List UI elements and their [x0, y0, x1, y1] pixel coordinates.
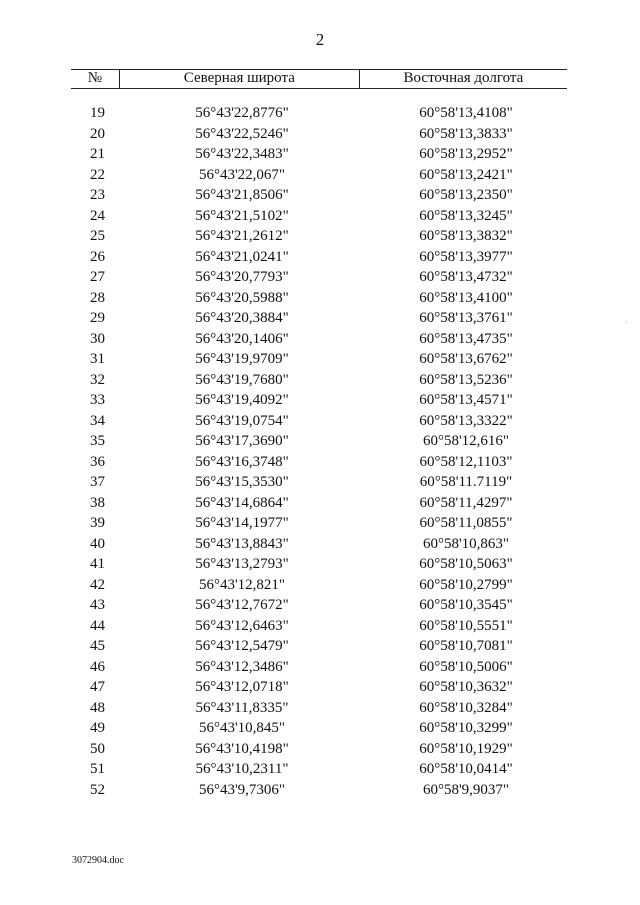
- row-longitude: 60°58'13,4108": [419, 105, 513, 121]
- row-longitude: 60°58'11.7119": [419, 474, 513, 490]
- row-longitude: 60°58'13,4732": [419, 269, 513, 285]
- row-longitude: 60°58'13,2421": [419, 166, 513, 183]
- row-number: 33: [90, 392, 105, 408]
- row-number: 41: [90, 556, 105, 572]
- table-row: [71, 288, 567, 309]
- table-row: [71, 329, 567, 350]
- row-latitude: 56°43'22,8776": [195, 105, 289, 121]
- row-longitude: 60°58'10,0414": [419, 761, 513, 777]
- row-latitude: 56°43'12,6463": [195, 617, 289, 634]
- table-header: [71, 69, 567, 89]
- row-latitude: 56°43'10,845": [198, 720, 286, 736]
- table-row: [71, 165, 567, 186]
- row-number: 25: [90, 228, 105, 244]
- page-number: 2: [315, 30, 325, 49]
- table-row: [71, 616, 567, 637]
- row-number: 24: [90, 207, 105, 224]
- row-number: 29: [90, 310, 105, 326]
- row-longitude: 60°58'11,0855": [419, 515, 513, 531]
- row-number: 48: [90, 699, 105, 716]
- row-latitude: 56°43'12,7672": [195, 597, 289, 613]
- row-longitude: 60°58'13,5236": [419, 371, 513, 388]
- row-latitude: 56°43'20,7793": [195, 269, 289, 285]
- row-longitude: 60°58'10,2799": [419, 576, 513, 593]
- row-number: 22: [90, 166, 105, 183]
- table-row: [71, 124, 567, 145]
- row-latitude: 56°43'22,067": [198, 166, 286, 183]
- row-latitude: 56°43'21,8506": [195, 187, 289, 203]
- table-row: [71, 718, 567, 739]
- row-longitude: 60°58'13,6762": [419, 351, 513, 367]
- row-longitude: 60°58'11,4297": [419, 494, 513, 511]
- row-number: 26: [90, 248, 105, 265]
- row-number: 37: [90, 474, 105, 490]
- row-number: 52: [90, 781, 105, 798]
- coordinates-table: [71, 69, 567, 798]
- row-number: 43: [90, 597, 105, 613]
- row-number: 35: [90, 433, 105, 449]
- header-east-longitude: Восточная долгота: [403, 70, 524, 86]
- row-number: 34: [90, 412, 105, 429]
- table-row: [71, 411, 567, 432]
- row-number: 20: [90, 125, 105, 142]
- row-longitude: 60°58'13,3322": [419, 412, 513, 429]
- table-row: [71, 493, 567, 514]
- row-longitude: 60°58'10,3632": [419, 679, 513, 695]
- row-latitude: 56°43'21,5102": [195, 207, 289, 224]
- row-number: 47: [90, 679, 105, 695]
- table-row: [71, 144, 567, 165]
- row-longitude: 60°58'10,5006": [419, 658, 513, 675]
- row-latitude: 56°43'16,3748": [195, 453, 289, 470]
- table-row: [71, 390, 567, 411]
- row-longitude: 60°58'13,3977": [419, 248, 513, 265]
- row-number: 30: [90, 330, 105, 347]
- row-longitude: 60°58'13,3245": [419, 207, 513, 224]
- row-latitude: 56°43'19,0754": [195, 412, 289, 429]
- row-latitude: 56°43'10,2311": [195, 761, 289, 777]
- row-latitude: 56°43'12,0718": [195, 679, 289, 695]
- row-latitude: 56°43'12,821": [198, 576, 286, 593]
- row-number: 40: [90, 535, 105, 552]
- table-row: [71, 677, 567, 698]
- table-row: [71, 780, 567, 801]
- header-number: №: [71, 70, 120, 88]
- row-latitude: 56°43'20,1406": [195, 330, 289, 347]
- row-longitude: 60°58'13,4100": [419, 289, 513, 306]
- table-row: [71, 349, 567, 370]
- row-latitude: 56°43'21,2612": [195, 228, 289, 244]
- document-filename: 3072904.doc: [72, 855, 124, 866]
- table-row: [71, 739, 567, 760]
- table-row: [71, 452, 567, 473]
- row-number: 28: [90, 289, 105, 306]
- row-longitude: 60°58'13,4735": [419, 330, 513, 347]
- table-row: [71, 247, 567, 268]
- row-longitude: 60°58'13,3761": [419, 310, 513, 326]
- table-row: [71, 431, 567, 452]
- row-longitude: 60°58'9,9037": [422, 781, 510, 798]
- row-longitude: 60°58'10,863": [422, 535, 510, 552]
- table-row: [71, 636, 567, 657]
- table-row: [71, 595, 567, 616]
- row-longitude: 60°58'10,3299": [419, 720, 513, 736]
- row-latitude: 56°43'11,8335": [195, 699, 289, 716]
- row-number: 50: [90, 740, 105, 757]
- row-number: 44: [90, 617, 105, 634]
- table-row: [71, 103, 567, 124]
- row-longitude: 60°58'12,616": [422, 433, 510, 449]
- row-number: 23: [90, 187, 105, 203]
- row-latitude: 56°43'21,0241": [195, 248, 289, 265]
- row-latitude: 56°43'9,7306": [198, 781, 286, 798]
- row-latitude: 56°43'19,4092": [195, 392, 289, 408]
- row-latitude: 56°43'17,3690": [195, 433, 289, 449]
- row-longitude: 60°58'13,4571": [419, 392, 513, 408]
- row-longitude: 60°58'10,1929": [419, 740, 513, 757]
- table-row: [71, 267, 567, 288]
- row-number: 27: [90, 269, 105, 285]
- table-row: [71, 534, 567, 555]
- table-row: [71, 575, 567, 596]
- row-number: 51: [90, 761, 105, 777]
- row-number: 49: [90, 720, 105, 736]
- row-longitude: 60°58'10,3545": [419, 597, 513, 613]
- row-longitude: 60°58'13,2350": [419, 187, 513, 203]
- table-row: [71, 698, 567, 719]
- table-row: [71, 657, 567, 678]
- table-row: [71, 226, 567, 247]
- row-latitude: 56°43'12,5479": [195, 638, 289, 654]
- row-longitude: 60°58'12,1103": [419, 453, 513, 470]
- table-row: [71, 206, 567, 227]
- row-latitude: 56°43'19,7680": [195, 371, 289, 388]
- row-number: 45: [90, 638, 105, 654]
- row-latitude: 56°43'14,6864": [195, 494, 289, 511]
- row-latitude: 56°43'12,3486": [195, 658, 289, 675]
- row-longitude: 60°58'10,5551": [419, 617, 513, 634]
- row-longitude: 60°58'10,3284": [419, 699, 513, 716]
- row-number: 32: [90, 371, 105, 388]
- row-number: 21: [90, 146, 105, 162]
- row-longitude: 60°58'13,3832": [419, 228, 513, 244]
- row-number: 36: [90, 453, 105, 470]
- row-latitude: 56°43'22,3483": [195, 146, 289, 162]
- row-latitude: 56°43'15,3530": [195, 474, 289, 490]
- table-row: [71, 185, 567, 206]
- row-longitude: 60°58'13,3833": [419, 125, 513, 142]
- table-row: [71, 370, 567, 391]
- row-latitude: 56°43'13,2793": [195, 556, 289, 572]
- row-latitude: 56°43'20,3884": [195, 310, 289, 326]
- row-number: 46: [90, 658, 105, 675]
- row-latitude: 56°43'13,8843": [195, 535, 289, 552]
- row-latitude: 56°43'20,5988": [195, 289, 289, 306]
- table-body: [71, 103, 567, 800]
- row-number: 42: [90, 576, 105, 593]
- row-number: 38: [90, 494, 105, 511]
- table-row: [71, 513, 567, 534]
- row-longitude: 60°58'13,2952": [419, 146, 513, 162]
- row-number: 39: [90, 515, 105, 531]
- table-row: [71, 472, 567, 493]
- row-latitude: 56°43'10,4198": [195, 740, 289, 757]
- table-row: [71, 554, 567, 575]
- row-latitude: 56°43'19,9709": [195, 351, 289, 367]
- header-north-latitude: Северная широта: [120, 70, 360, 88]
- row-longitude: 60°58'10,7081": [419, 638, 513, 654]
- row-number: 31: [90, 351, 105, 367]
- scan-mark: ·: [625, 318, 628, 327]
- table-row: [71, 759, 567, 780]
- row-latitude: 56°43'14,1977": [195, 515, 289, 531]
- row-number: 19: [90, 105, 105, 121]
- table-row: [71, 308, 567, 329]
- row-latitude: 56°43'22,5246": [195, 125, 289, 142]
- row-longitude: 60°58'10,5063": [419, 556, 513, 572]
